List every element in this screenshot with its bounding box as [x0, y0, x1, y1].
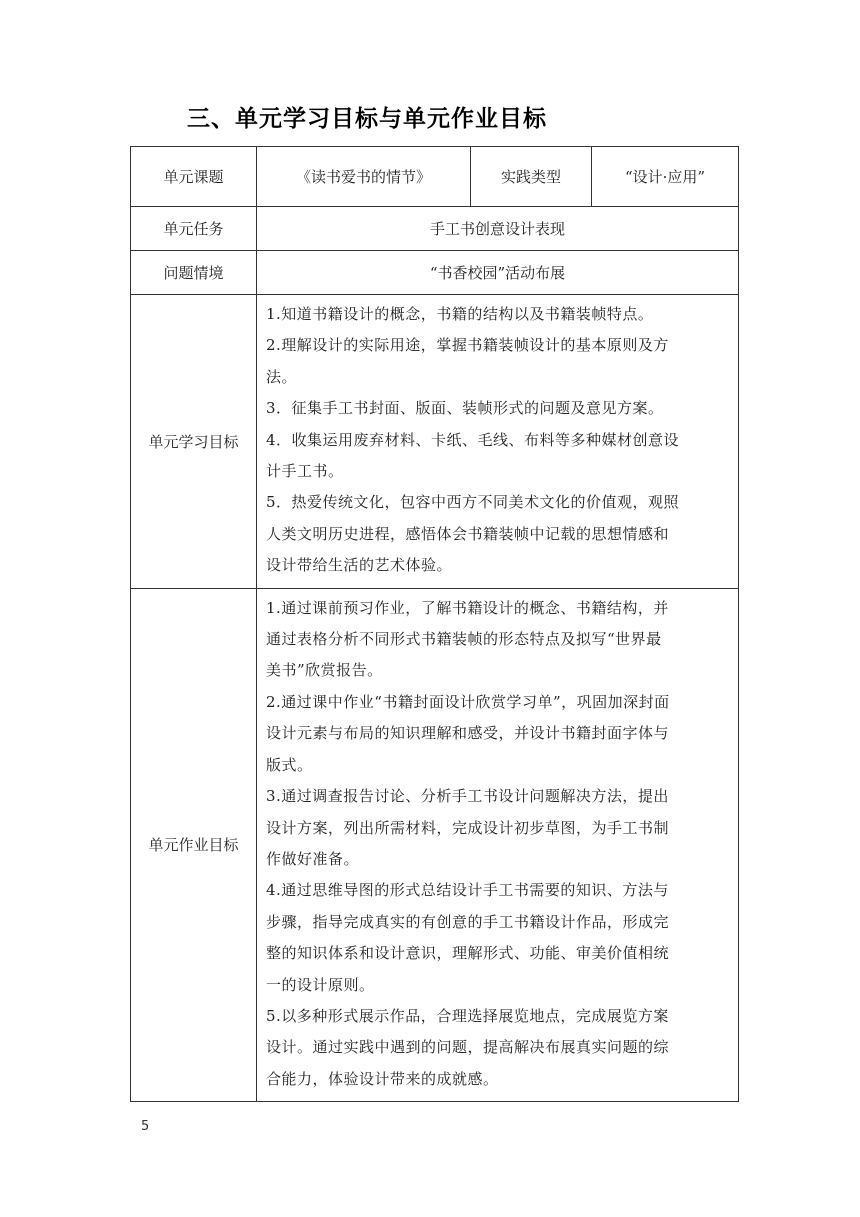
goal-line: 2.理解设计的实际用途，掌握书籍装帧设计的基本原则及方	[266, 336, 669, 355]
goal-line: 1.知道书籍设计的概念，书籍的结构以及书籍装帧特点。	[266, 305, 654, 323]
unit-topic-row	[131, 147, 739, 207]
section-title: 三、单元学习目标与单元作业目标	[187, 106, 547, 132]
problem-context-value: “书香校园”活动布展	[257, 251, 739, 295]
learning-goals-row	[131, 295, 739, 589]
unit-task-value: 手工书创意设计表现	[257, 207, 739, 251]
unit-goals-table	[130, 146, 739, 1102]
homework-line: 设计方案，列出所需材料，完成设计初步草图，为手工书制	[266, 818, 670, 837]
learning-goals-content	[257, 295, 739, 589]
homework-line: 作做好准备。	[266, 849, 360, 868]
goal-line: 3．征集手工书封面、版面、装帧形式的问题及意见方案。	[266, 399, 664, 418]
homework-line: 设计元素与布局的知识理解和感受，并设计书籍封面字体与	[266, 724, 670, 743]
homework-line: 3.通过调查报告讨论、分析手工书设计问题解决方法，提出	[266, 787, 669, 806]
homework-line: 1.通过课前预习作业，了解书籍设计的概念、书籍结构，并	[266, 598, 669, 617]
unit-task-label: 单元任务	[131, 207, 257, 251]
goal-line: 法。	[266, 367, 298, 386]
goal-line: 计手工书。	[266, 462, 344, 481]
learning-goals-label: 单元学习目标	[131, 295, 257, 589]
homework-line: 美书”欣赏报告。	[266, 661, 383, 680]
problem-context-row	[131, 251, 739, 295]
homework-line: 整的知识体系和设计意识，理解形式、功能、审美价值相统	[266, 944, 670, 963]
homework-goals-row	[131, 588, 739, 1102]
homework-line: 2.通过课中作业“书籍封面设计欣赏学习单”，巩固加深封面	[266, 692, 670, 711]
homework-line: 步骤，指导完成真实的有创意的手工书籍设计作品，形成完	[266, 912, 670, 931]
homework-goals-label: 单元作业目标	[131, 588, 257, 1102]
practice-type-label: 实践类型	[471, 147, 592, 207]
homework-line: 5.以多种形式展示作品，合理选择展览地点，完成展览方案	[266, 1006, 669, 1025]
goal-line: 5．热爱传统文化，包容中西方不同美术文化的价值观，观照	[266, 493, 680, 512]
homework-line: 设计。通过实践中遇到的问题，提高解决布展真实问题的综	[266, 1038, 670, 1057]
page-number: 5	[141, 1119, 150, 1134]
unit-topic-label: 单元课题	[131, 147, 257, 207]
problem-context-label: 问题情境	[131, 251, 257, 295]
homework-line: 合能力，体验设计带来的成就感。	[266, 1069, 499, 1088]
goal-line: 人类文明历史进程，感悟体会书籍装帧中记载的思想情感和	[266, 524, 670, 543]
homework-line: 一的设计原则。	[266, 975, 375, 994]
homework-goals-content	[257, 588, 739, 1102]
homework-line: 通过表格分析不同形式书籍装帧的形态特点及拟写“世界最	[266, 630, 662, 649]
unit-topic-value: 《读书爱书的情节》	[257, 147, 471, 207]
practice-type-value: “设计·应用”	[592, 147, 739, 207]
unit-task-row	[131, 207, 739, 251]
homework-line: 4.通过思维导图的形式总结设计手工书需要的知识、方法与	[266, 881, 669, 900]
goal-line: 设计带给生活的艺术体验。	[266, 556, 453, 575]
homework-line: 版式。	[266, 755, 313, 774]
goal-line: 4．收集运用废弃材料、卡纸、毛线、布料等多种媒材创意设	[266, 430, 680, 449]
